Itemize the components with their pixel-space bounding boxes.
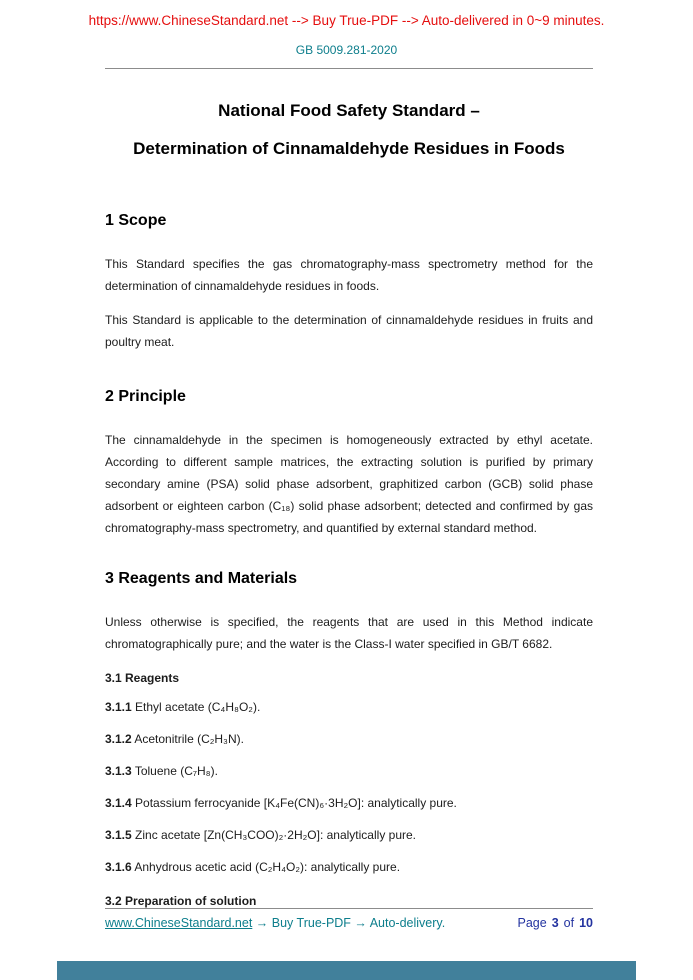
subsection-heading-3-2: 3.2 Preparation of solution [105,894,257,908]
section-heading-principle: 2 Principle [105,388,186,405]
reagent-item-3-1-6 [105,856,593,878]
of-word: of [563,916,575,930]
page-word: Page [517,916,547,930]
document-body [0,100,693,909]
reagent-text: Anhydrous acetic acid (C₂H₄O₂): analytically pure. [134,860,401,874]
page-indicator [518,916,594,930]
page-footer [105,908,593,930]
subsection-heading-3-1: 3.1 Reagents [105,671,180,685]
reagent-text: Zinc acetate [Zn(CH₃COO)₂·2H₂O]: analytically pure. [135,828,416,842]
reagent-text: Ethyl acetate (C₄H₈O₂). [135,700,261,714]
reagent-number: 3.1.6 [105,860,132,874]
header-divider [105,68,593,69]
section-heading-reagents: 3 Reagents and Materials [105,570,298,587]
reagents-paragraph: Unless otherwise is specified, the reagents that are used in this Method indicate chromatographically pure; and the water is the Class-I water specified in GB/T 6682. [105,615,593,651]
reagent-item-3-1-4 [105,792,593,814]
reagent-number: 3.1.4 [105,796,132,810]
footer-promo-text: → Buy True-PDF → Auto-delivery. [252,916,446,930]
scope-paragraph-2: This Standard is applicable to the determination of cinnamaldehyde residues in fruits and poultry meat. [105,313,593,349]
footer-promo [105,916,445,930]
reagent-text: Acetonitrile (C₂H₃N). [134,732,244,746]
document-title-line2: Determination of Cinnamaldehyde Residues in Foods [133,139,565,158]
reagent-item-3-1-5 [105,824,593,846]
reagent-item-3-1-1 [105,696,593,718]
bottom-bar [57,961,636,980]
principle-paragraph: The cinnamaldehyde in the specimen is homogeneously extracted by ethyl acetate. According to different sample matrices, the extracting solution is purified by primary secondary amine (PSA) solid phase adsorbent, graphitized carbon (GCB) solid phase adsorbent or eighteen carbon (C₁₈) solid phase adsorbent; detected and confirmed by gas chromatography-mass spectrometry, and quantified by external standard method. [105,433,593,535]
reagent-number: 3.1.3 [105,764,132,778]
standard-code: GB 5009.281-2020 [295,43,398,57]
document-title-line1: National Food Safety Standard – [218,101,480,120]
reagent-text: Potassium ferrocyanide [K₄Fe(CN)₆·3H₂O]: analytically pure. [135,796,457,810]
reagent-number: 3.1.1 [105,700,132,714]
scope-paragraph-1: This Standard specifies the gas chromatography-mass spectrometry method for the determination of cinnamaldehyde residues in foods. [105,257,593,293]
section-heading-scope: 1 Scope [105,212,167,229]
footer-site-link[interactable]: www.ChineseStandard.net [105,916,253,930]
reagent-item-3-1-3 [105,760,593,782]
reagent-number: 3.1.5 [105,828,132,842]
reagent-number: 3.1.2 [105,732,132,746]
reagent-item-3-1-2 [105,728,593,750]
total-page-number: 10 [579,916,593,930]
footer-divider [105,908,593,909]
reagent-text: Toluene (C₇H₈). [134,764,218,778]
current-page-number: 3 [551,916,559,930]
promo-banner-link[interactable]: https://www.ChineseStandard.net --> Buy True-PDF --> Auto-delivered in 0~9 minutes. [88,13,605,28]
